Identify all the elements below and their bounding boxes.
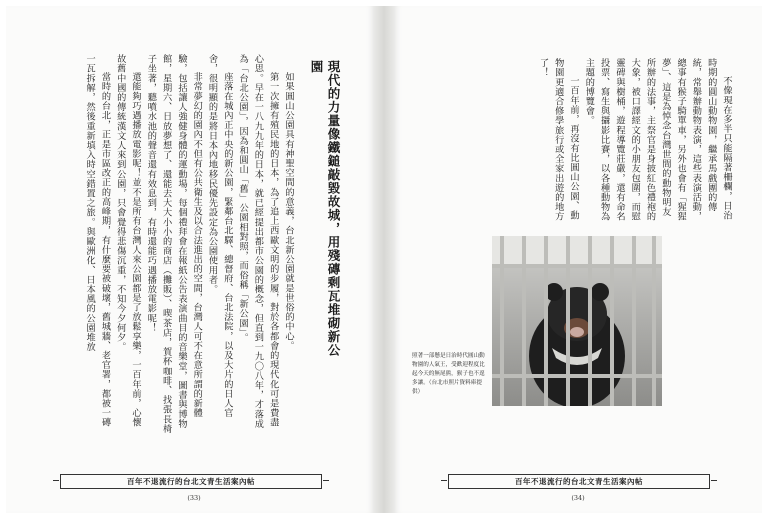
page-number: (33) — [187, 494, 201, 502]
footer-text: 百年不退流行的台北文青生活案內帖 — [515, 477, 643, 486]
paragraph: 不像現在多半只能隔著柵欄，日治時期的圓山動物園，繼承馬戲團的傳統，常舉辦動物表演，這些表演活動，總事有猴子騎單車，另外也會有「猩猩夢」、這是為悼念台灣世間的動物明友所辦的法事，主祭官是身披紅色禮袍的大象，被口譯經文的小朋友包圍，而慰靈碑與樹桶，遊程導覽莊嚴，還有命名投票、寫生與攝影比賽，以各種動物為主題的博覽會。 — [583, 58, 732, 222]
paragraph: 當時的台北，正是市區改正的高峰期，有什麼要被破壞，舊城牆、老官署，都被一磚一瓦拆解，然後重新填入時空錯置之旅。與歐洲化、日本風的公園堆放 — [84, 54, 111, 428]
book-gutter — [374, 6, 394, 513]
running-footer — [60, 474, 322, 489]
paragraph: 一百年前，再沒有比圓山公園、動物園更適合修學旅行或全家出遊的地方了！ — [537, 58, 580, 222]
paragraph: 非常夢幻的園內不但有公共衛生及以合法進出的空間，台灣人可不在意所謂的新體驗，包括讓人強健身體的運動場，每個禮拜會在報紙公告表演曲目的音樂堂，圖書與博物館，星期六、日放夢想了、還能去大大小小的商店（攤販）、喫茶店，賀杯咖啡、找張長椅子坐著，聽噴水池的聲音還有效息到，有時還能巧遇播放電影呢！ — [145, 54, 203, 434]
chapter-title-text: 現代的力量像鐵鎚敲毀故城，用殘磚剩瓦堆砌新公園 — [309, 60, 341, 357]
right-page — [394, 6, 762, 513]
paragraph: 如果圓山公園具有神聖空間的意義，台北新公園就是世俗的中心。 — [283, 72, 294, 351]
right-body-text — [420, 58, 734, 226]
footer-text: 百年不退流行的台北文青生活案內帖 — [127, 477, 255, 486]
photo-caption: 照著一部懸是日治時代圓山動物園的人氣王，受歡迎程度比起今天的無尾熊，猴子也不遑多讓。（台北市照片資料庫提供） — [412, 353, 485, 395]
paragraph: 座落在城內正中央的新公園，緊鄰台北驛、總督府、台北法院，以及大片的日人官舍，很明顯的是將日本內地移民優先設定為公園使用者。 — [206, 54, 233, 418]
paragraph: 第一次擁有殖民地的日本，為了追上西歐文明的步履，對於各都會的現代化可是費盡心思。早在一八九九年的日本，就已經提出都市公園的概念，但直到一九〇八年，才落成為「台北公園」，因為和圓山「舊」公園相對照，而俗稱「新公園」。 — [237, 54, 279, 429]
chapter-title — [302, 60, 342, 360]
left-body-text — [42, 54, 296, 434]
left-page — [6, 6, 374, 513]
caged-bear-photo — [492, 236, 662, 406]
running-footer — [448, 474, 710, 489]
photo-illustration — [492, 236, 662, 406]
paragraph: 還能夠巧遇播放電影呢！並不是所有台灣人來公園都是了放鬆享樂，一百年前，心懷故舊中國的傳統漢文人來到公園，只會覺得悲傷沉重，不知今夕何夕。 — [114, 54, 142, 428]
page-number: (34) — [571, 494, 585, 502]
